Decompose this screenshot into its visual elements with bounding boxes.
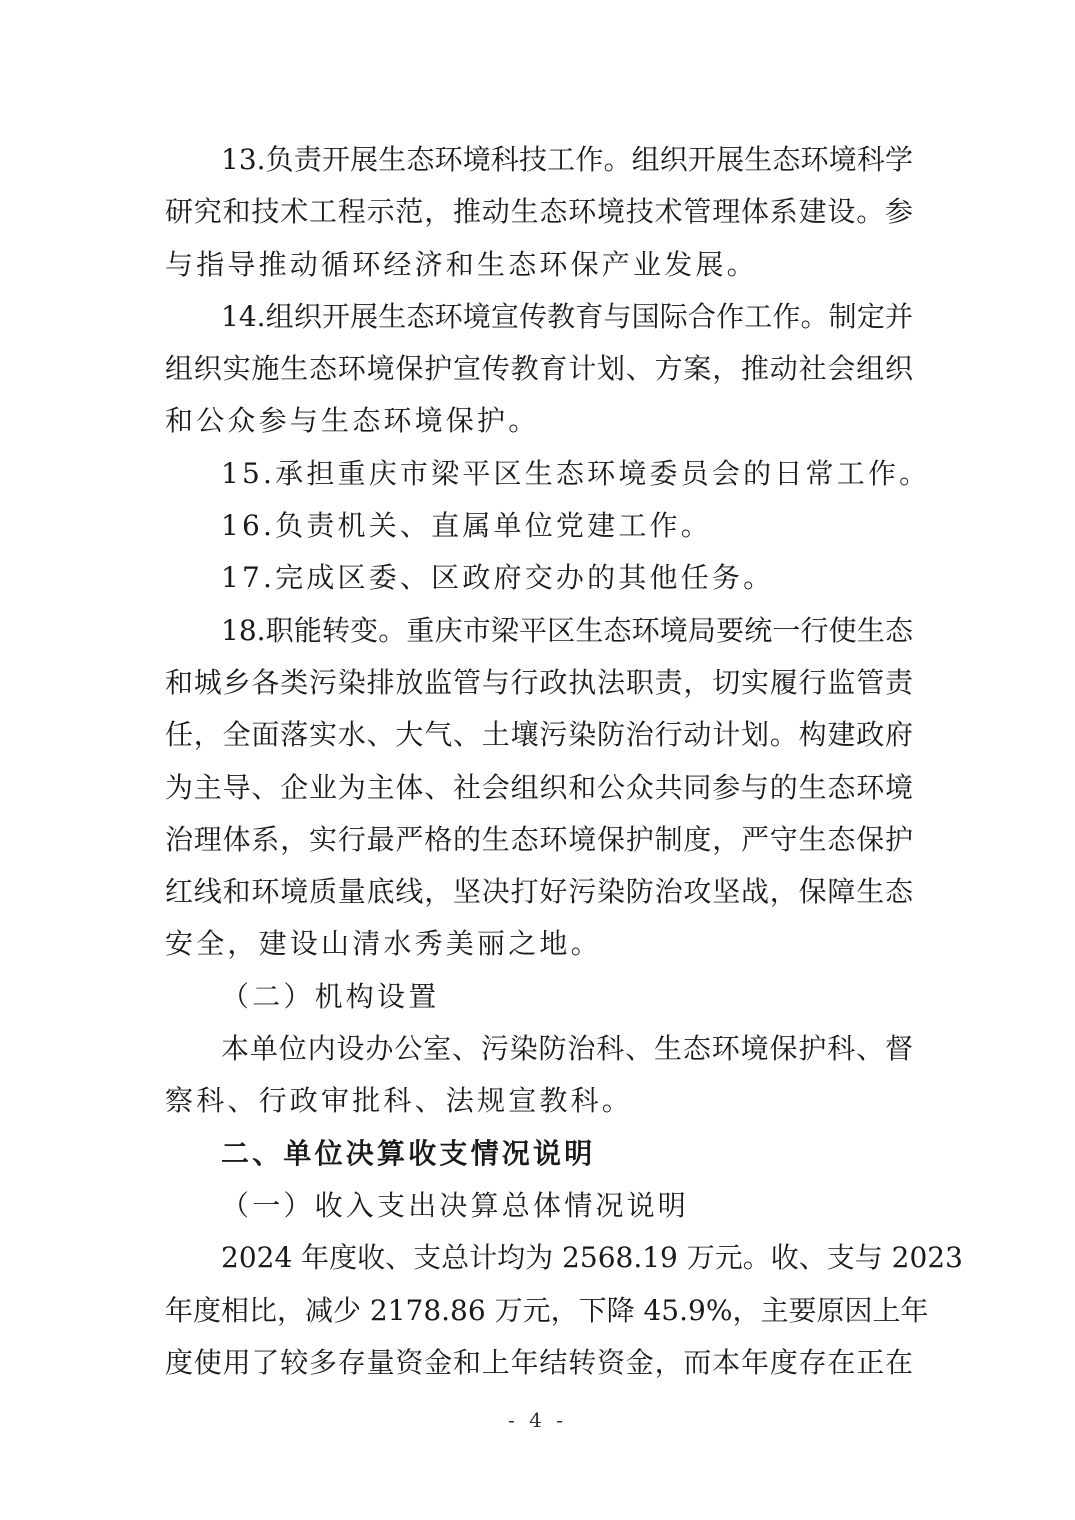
section-heading-text: 二、单位决算收支情况说明 (221, 1136, 596, 1170)
paragraph-summary (165, 1232, 963, 1389)
text-line: 察科、行政审批科、法规宣教科。 (165, 1084, 634, 1118)
paragraph-item-13 (165, 134, 913, 291)
document-body (165, 134, 963, 1389)
paragraph-item-17 (165, 552, 913, 604)
text-line: 治理体系，实行最严格的生态环境保护制度，严守生态保护 (165, 822, 913, 856)
subsection-heading-org (165, 971, 913, 1023)
text-line: 2024 年度收、支总计均为 2568.19 万元。收、支与 2023 (221, 1241, 963, 1275)
text-line: 研究和技术工程示范，推动生态环境技术管理体系建设。参 (165, 195, 913, 229)
text-line: 安全，建设山清水秀美丽之地。 (165, 927, 602, 961)
text-line: 13.负责开展生态环境科技工作。组织开展生态环境科学 (221, 143, 913, 176)
paragraph-item-15 (165, 448, 931, 500)
paragraph-item-16 (165, 500, 913, 552)
text-line: 16.负责机关、直属单位党建工作。 (221, 509, 712, 543)
paragraph-org-structure (165, 1023, 913, 1128)
section-heading-budget (165, 1128, 913, 1180)
text-line: 组织实施生态环境保护宣传教育计划、方案，推动社会组织 (165, 352, 913, 386)
text-line: 年度相比，减少 2178.86 万元，下降 45.9%，主要原因上年 (165, 1293, 929, 1327)
subheading-text: （二）机构设置 (221, 979, 440, 1013)
paragraph-item-14 (165, 291, 913, 448)
text-line: 度使用了较多存量资金和上年结转资金，而本年度存在正在 (165, 1345, 913, 1379)
subsection-heading-summary (165, 1180, 913, 1232)
text-line: 与指导推动循环经济和生态环保产业发展。 (165, 247, 758, 281)
paragraph-item-18 (165, 605, 913, 971)
subheading-text: （一）收入支出决算总体情况说明 (221, 1188, 690, 1222)
text-line: 为主导、企业为主体、社会组织和公众共同参与的生态环境 (165, 770, 913, 804)
page-number: - 4 - (508, 1408, 567, 1432)
text-line: 15.承担重庆市梁平区生态环境委员会的日常工作。 (221, 456, 931, 490)
text-line: 本单位内设办公室、污染防治科、生态环境保护科、督 (221, 1032, 913, 1066)
text-line: 18.职能转变。重庆市梁平区生态环境局要统一行使生态 (221, 613, 913, 647)
text-line: 17.完成区委、区政府交办的其他任务。 (221, 561, 775, 595)
text-line: 任，全面落实水、大气、土壤污染防治行动计划。构建政府 (165, 718, 913, 752)
text-line: 14.组织开展生态环境宣传教育与国际合作工作。制定并 (221, 299, 913, 333)
text-line: 和城乡各类污染排放监管与行政执法职责，切实履行监管责 (165, 665, 913, 699)
text-line: 红线和环境质量底线，坚决打好污染防治攻坚战，保障生态 (165, 875, 913, 909)
text-line: 和公众参与生态环境保护。 (165, 404, 540, 438)
